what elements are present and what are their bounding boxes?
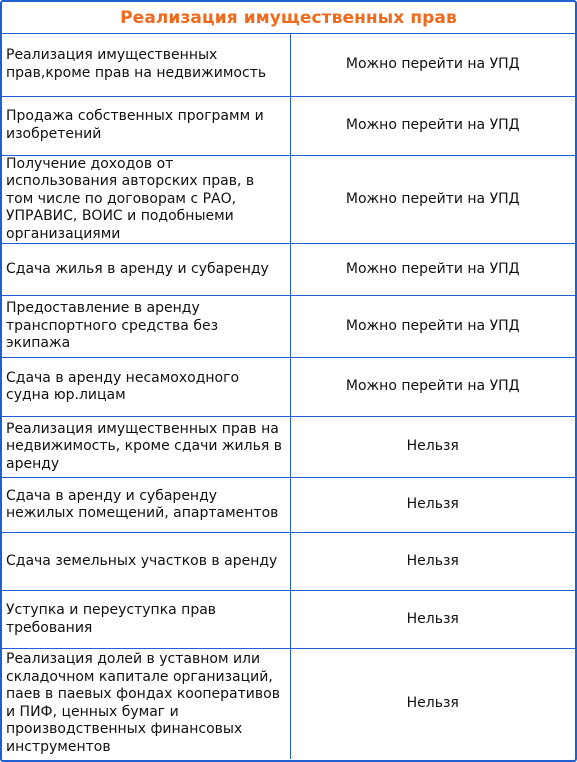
rights-table bbox=[2, 34, 575, 759]
activity-cell: Реализация долей в уставном или складочном капитале организаций, паев в паевых фондах кооперативов и ПИФ, ценных бумаг и производственных финансовых инструментов bbox=[2, 649, 290, 759]
table-row bbox=[2, 358, 575, 417]
table-row bbox=[2, 649, 575, 759]
activity-cell: Реализация имущественных прав на недвижимость, кроме сдачи жилья в аренду bbox=[2, 417, 290, 478]
status-cell: Нельзя bbox=[290, 533, 575, 591]
activity-cell: Сдача жилья в аренду и субаренду bbox=[2, 244, 290, 296]
table-row bbox=[2, 244, 575, 296]
table-row bbox=[2, 533, 575, 591]
table-row bbox=[2, 478, 575, 533]
table-row bbox=[2, 155, 575, 244]
status-cell: Можно перейти на УПД bbox=[290, 244, 575, 296]
activity-cell: Предоставление в аренду транспортного средства без экипажа bbox=[2, 296, 290, 358]
activity-cell: Реализация имущественных прав,кроме прав на недвижимость bbox=[2, 34, 290, 96]
table-row bbox=[2, 591, 575, 649]
table-title: Реализация имущественных прав bbox=[2, 2, 575, 34]
status-cell: Нельзя bbox=[290, 478, 575, 533]
activity-cell: Сдача в аренду и субаренду нежилых помещений, апартаментов bbox=[2, 478, 290, 533]
status-cell: Можно перейти на УПД bbox=[290, 296, 575, 358]
table-row bbox=[2, 296, 575, 358]
activity-cell: Уступка и переуступка прав требования bbox=[2, 591, 290, 649]
status-cell: Можно перейти на УПД bbox=[290, 155, 575, 244]
table-row bbox=[2, 96, 575, 155]
activity-cell: Сдача земельных участков в аренду bbox=[2, 533, 290, 591]
status-cell: Можно перейти на УПД bbox=[290, 96, 575, 155]
activity-cell: Получение доходов от использования авторских прав, в том числе по договорам с РАО, УПРАВИС, ВОИС и подобныеми организациями bbox=[2, 155, 290, 244]
table-row bbox=[2, 417, 575, 478]
table-row bbox=[2, 34, 575, 96]
status-cell: Нельзя bbox=[406, 695, 459, 711]
activity-cell: Продажа собственных программ и изобретений bbox=[2, 96, 290, 155]
status-cell: Нельзя bbox=[290, 417, 575, 478]
status-cell: Можно перейти на УПД bbox=[290, 34, 575, 96]
activity-cell: Сдача в аренду несамоходного судна юр.лицам bbox=[2, 358, 290, 417]
status-cell: Можно перейти на УПД bbox=[290, 358, 575, 417]
status-cell: Нельзя bbox=[290, 591, 575, 649]
